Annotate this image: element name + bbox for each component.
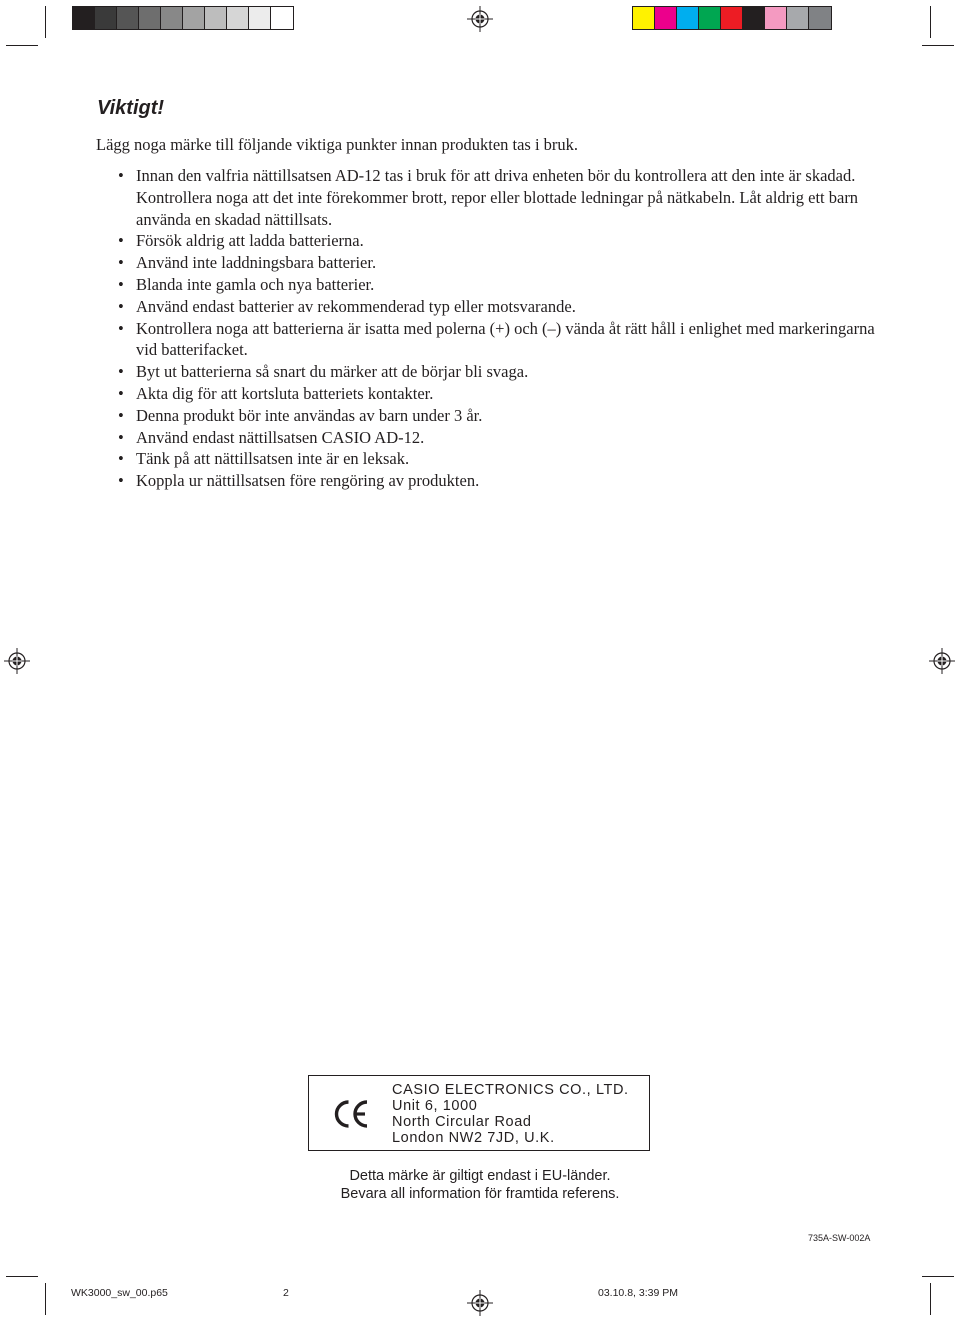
registration-mark-icon <box>467 1290 493 1316</box>
footer-timestamp: 03.10.8, 3:39 PM <box>598 1287 678 1299</box>
footer-filename: WK3000_sw_00.p65 <box>71 1287 168 1299</box>
color-swatch <box>205 7 227 29</box>
manufacturer-address <box>392 1082 629 1146</box>
color-swatch <box>721 7 743 29</box>
color-swatch <box>765 7 787 29</box>
document-code: 735A-SW-002A <box>808 1233 871 1243</box>
list-item-text: Akta dig för att kortsluta batteriets kontakter. <box>136 383 434 403</box>
color-swatch <box>743 7 765 29</box>
list-item-text: Använd endast nättillsatsen CASIO AD-12. <box>136 427 425 447</box>
list-item <box>96 318 886 362</box>
registration-mark-icon <box>4 648 30 674</box>
list-item-text: Försök aldrig att ladda batterierna. <box>136 231 364 251</box>
color-swatch <box>139 7 161 29</box>
registration-mark-icon <box>467 6 493 32</box>
color-swatch <box>249 7 271 29</box>
intro-text: Lägg noga märke till följande viktiga punkter innan produkten tas i bruk. <box>96 135 579 154</box>
color-swatch <box>161 7 183 29</box>
ce-mark-icon <box>333 1098 371 1130</box>
registration-mark-icon <box>929 648 955 674</box>
color-swatch <box>655 7 677 29</box>
ce-info-box <box>308 1075 650 1151</box>
list-item-text: Blanda inte gamla och nya batterier. <box>136 274 375 294</box>
notice-line: Detta märke är giltigt endast i EU-länder. <box>349 1168 611 1184</box>
color-swatch <box>633 7 655 29</box>
ce-notice <box>280 1167 680 1203</box>
list-item <box>96 427 886 449</box>
list-item <box>96 165 886 230</box>
list-item <box>96 448 886 470</box>
bullet-icon: • <box>118 362 124 382</box>
list-item <box>96 470 886 492</box>
list-item-text: Använd endast batterier av rekommenderad typ eller motsvarande. <box>136 296 576 316</box>
list-item-text: Använd inte laddningsbara batterier. <box>136 253 377 273</box>
color-bar <box>632 6 832 30</box>
list-item <box>96 383 886 405</box>
bullet-icon: • <box>118 427 124 447</box>
bullet-icon: • <box>118 471 124 491</box>
color-swatch <box>787 7 809 29</box>
list-item-text: Innan den valfria nättillsatsen AD-12 tas i bruk för att driva enheten bör du kontrollera att den inte är skadad. Kontrollera noga att det inte förekommer brott, repor eller blottade ledningar på nätkabeln. Låt aldrig ett barn använda en skadad nättillsats. <box>136 166 859 229</box>
color-swatch <box>95 7 117 29</box>
color-swatch <box>809 7 831 29</box>
list-item-text: Denna produkt bör inte användas av barn under 3 år. <box>136 405 483 425</box>
color-swatch <box>73 7 95 29</box>
color-swatch <box>677 7 699 29</box>
bullet-icon: • <box>118 405 124 425</box>
list-item <box>96 274 886 296</box>
address-line: Unit 6, 1000 <box>392 1098 478 1114</box>
bullet-icon: • <box>118 318 124 338</box>
list-item <box>96 361 886 383</box>
color-swatch <box>117 7 139 29</box>
list-item-text: Kontrollera noga att batterierna är isatta med polerna (+) och (–) vända åt rätt håll i enlighet med markeringarna vid batterifacket. <box>136 318 875 360</box>
color-swatch <box>271 7 293 29</box>
color-swatch <box>699 7 721 29</box>
color-swatch <box>227 7 249 29</box>
list-item <box>96 230 886 252</box>
address-line: North Circular Road <box>392 1114 532 1130</box>
safety-list <box>96 165 886 492</box>
list-item-text: Tänk på att nättillsatsen inte är en leksak. <box>136 449 410 469</box>
list-item <box>96 252 886 274</box>
footer-page-number: 2 <box>283 1287 289 1299</box>
bullet-icon: • <box>118 274 124 294</box>
list-item-text: Byt ut batterierna så snart du märker att de börjar bli svaga. <box>136 362 529 382</box>
notice-line: Bevara all information för framtida referens. <box>340 1186 620 1202</box>
gray-bar <box>72 6 294 30</box>
bullet-icon: • <box>118 253 124 273</box>
bullet-icon: • <box>118 449 124 469</box>
address-line: CASIO ELECTRONICS CO., LTD. <box>392 1082 629 1098</box>
bullet-icon: • <box>118 166 124 185</box>
list-item <box>96 405 886 427</box>
address-line: London NW2 7JD, U.K. <box>392 1130 555 1146</box>
list-item-text: Koppla ur nättillsatsen före rengöring av produkten. <box>136 471 480 491</box>
bullet-icon: • <box>118 231 124 251</box>
bullet-icon: • <box>118 383 124 403</box>
bullet-icon: • <box>118 296 124 316</box>
list-item <box>96 296 886 318</box>
color-swatch <box>183 7 205 29</box>
page-title: Viktigt! <box>97 97 165 119</box>
